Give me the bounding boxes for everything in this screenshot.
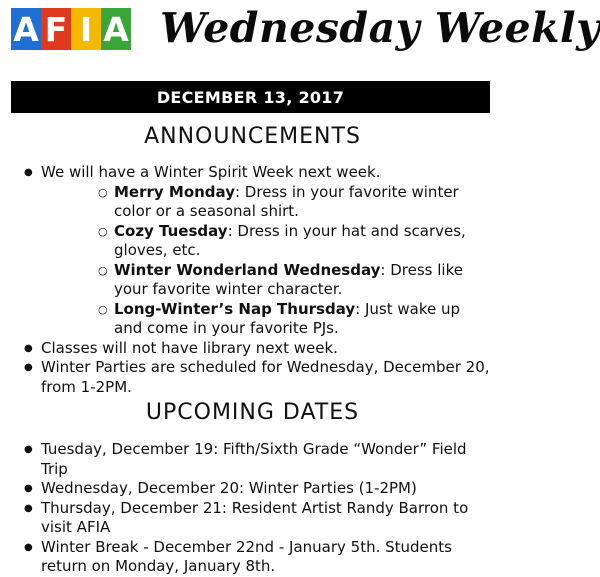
event-text: Thursday, December 21: Resident Artist Randy Barron to visit AFIA — [41, 498, 469, 536]
list-item — [0, 163, 505, 339]
list-item — [41, 261, 491, 300]
newsletter-header — [0, 0, 600, 66]
spirit-day-name: Merry Monday — [114, 182, 235, 201]
list-item — [41, 183, 491, 222]
announcement-text: Classes will not have library next week. — [41, 338, 338, 357]
logo-letter-i: I — [71, 8, 101, 50]
spirit-week-list — [41, 183, 491, 339]
spirit-day-name: Cozy Tuesday — [114, 221, 228, 240]
spirit-day-description: : Dress like your favorite winter character. — [114, 260, 463, 298]
list-item — [0, 479, 505, 499]
logo-letter-a: A — [11, 8, 41, 50]
list-item — [0, 358, 505, 397]
spirit-day-description: : Just wake up and come in your favorite PJs. — [114, 299, 461, 337]
list-item — [0, 440, 505, 479]
list-item — [0, 499, 505, 538]
issue-date: DECEMBER 13, 2017 — [156, 87, 345, 107]
event-text: Winter Break - December 22nd - January 5th. Students return on Monday, January 8th. — [41, 537, 452, 575]
announcements-list — [0, 163, 505, 397]
logo-letter-a-second: A — [101, 8, 131, 50]
spirit-day-description: : Dress in your favorite winter color or a seasonal shirt. — [114, 182, 459, 220]
list-item — [0, 538, 505, 577]
list-item — [0, 339, 505, 359]
list-item — [41, 222, 491, 261]
announcement-text: We will have a Winter Spirit Week next week. — [41, 163, 381, 181]
list-item — [41, 300, 491, 339]
spirit-day-description: : Dress in your hat and scarves, gloves, etc. — [114, 221, 466, 259]
announcement-text: Winter Parties are scheduled for Wednesday, December 20, from 1-2PM. — [41, 358, 490, 396]
event-text: Tuesday, December 19: Fifth/Sixth Grade “Wonder” Field Trip — [41, 440, 467, 478]
upcoming-dates-heading: UPCOMING DATES — [145, 400, 360, 425]
spirit-day-name: Long-Winter’s Nap Thursday — [114, 299, 356, 318]
date-banner — [11, 81, 490, 113]
logo-letter-f: F — [41, 8, 71, 50]
newsletter-title: Wednesday Weekly — [160, 4, 600, 52]
announcements-heading: ANNOUNCEMENTS — [144, 124, 361, 149]
afia-logo — [11, 8, 131, 50]
upcoming-dates-list — [0, 440, 505, 577]
spirit-day-name: Winter Wonderland Wednesday — [114, 260, 381, 279]
event-text: Wednesday, December 20: Winter Parties (1-2PM) — [41, 479, 417, 497]
